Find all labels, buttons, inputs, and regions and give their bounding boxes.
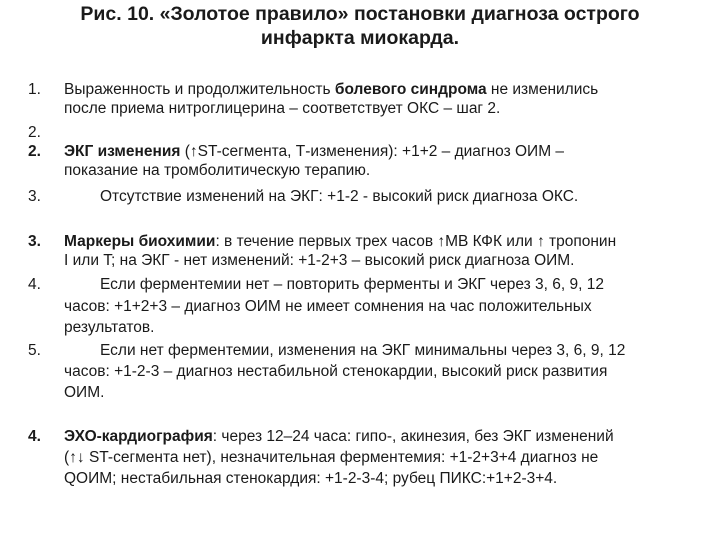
list-item-line: после приема нитроглицерина – соответствует ОКС – шаг 2. (64, 100, 501, 117)
item4-text: : через 12–24 часа: гипо-, акинезия, без ЭКГ изменений (212, 428, 614, 445)
list-item-line: показание на тромболитическую терапию. (64, 162, 371, 179)
list-number: 5. (28, 342, 41, 359)
list-item-line: Отсутствие изменений на ЭКГ: +1-2 - высокий риск диагноза ОКС. (100, 188, 579, 205)
list-item (64, 232, 616, 251)
list-number: 1. (28, 81, 41, 98)
list-number: 3. (28, 188, 41, 205)
list-item-line: (↑↓ ST-сегмента нет), незначительная ферментемия: +1-2+3+4 диагноз не (64, 449, 599, 466)
list-item-line: часов: +1+2+3 – диагноз ОИМ не имеет сомнения на час положительных (64, 298, 592, 315)
item3-bold: Маркеры биохимии (64, 233, 216, 250)
list-item-line: Если ферментемии нет – повторить ферменты и ЭКГ через 3, 6, 9, 12 (100, 276, 604, 293)
list-item (64, 427, 614, 446)
list-number: 4. (28, 428, 41, 445)
list-number: 3. (28, 233, 41, 250)
list-number: 2. (28, 124, 41, 141)
item3-text: : в течение первых трех часов ↑МВ КФК или ↑ тропонин (215, 233, 617, 250)
title-line-1: Рис. 10. «Золотое правило» постановки диагноза острого (80, 3, 640, 25)
list-item-line: ОИМ. (64, 384, 105, 401)
item2-bold: ЭКГ изменения (64, 143, 181, 160)
list-item (64, 142, 564, 161)
list-item-line: часов: +1-2-3 – диагноз нестабильной стенокардии, высокий риск развития (64, 363, 608, 380)
list-number: 4. (28, 276, 41, 293)
list-item-line: Если нет ферментемии, изменения на ЭКГ минимальны через 3, 6, 9, 12 (100, 342, 626, 359)
list-item (64, 80, 598, 99)
title-line-2: инфаркта миокарда. (260, 27, 460, 49)
list-number: 2. (28, 143, 41, 160)
list-item-line: QОИМ; нестабильная стенокардия: +1-2-3-4; рубец ПИКС:+1+2-3+4. (64, 470, 558, 487)
item4-bold: ЭХО-кардиография (64, 428, 213, 445)
item2-text: (↑ST-сегмента, Т-изменения): +1+2 – диагноз ОИМ – (180, 143, 565, 160)
list-item-line: I или T; на ЭКГ - нет изменений: +1-2+3 – высокий риск диагноза ОИМ. (64, 252, 575, 269)
figure-title (0, 2, 720, 50)
item1-text: Выраженность и продолжительность (64, 81, 335, 98)
list-item-line: результатов. (64, 319, 155, 336)
item1-bold: болевого синдрома (334, 81, 487, 98)
item1-text: не изменились (486, 81, 599, 98)
